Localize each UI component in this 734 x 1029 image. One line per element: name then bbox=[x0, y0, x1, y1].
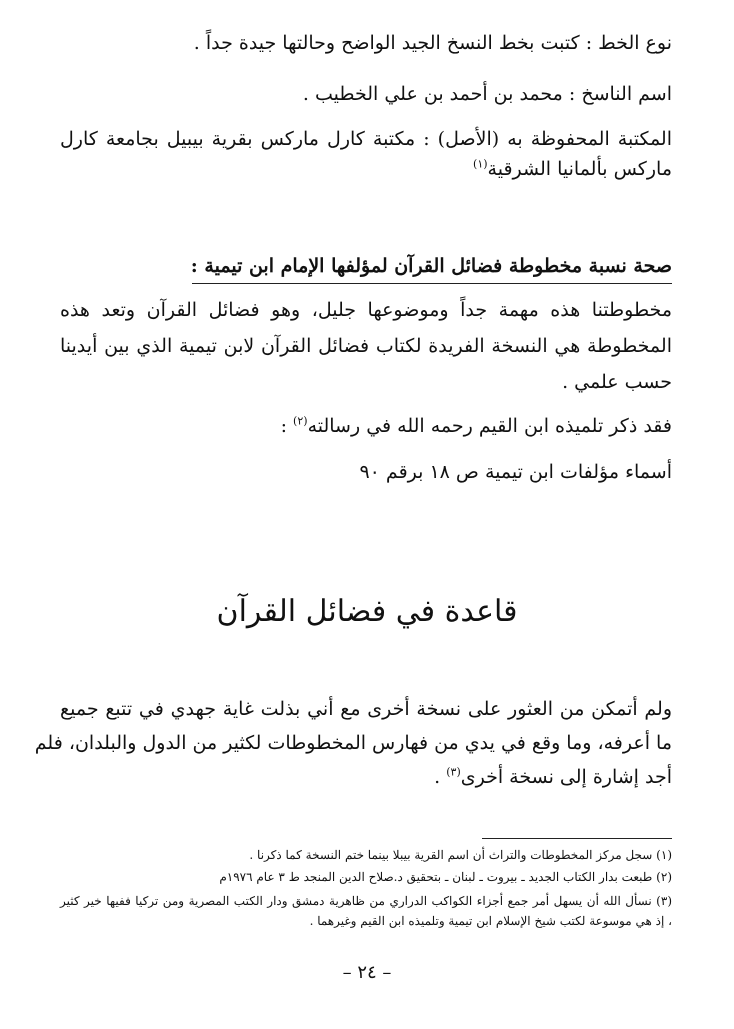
body1-line-2: المخطوطة هي النسخة الفريدة لكتاب فضائل القرآن لابن تيمية الذي بين أيدينا bbox=[60, 335, 672, 357]
footnote-separator bbox=[482, 838, 672, 839]
footnote-3-line-2: ، إذ هي موسوعة لكتب شيخ الإسلام ابن تيمية وتلميذه ابن القيم وغيرهما . bbox=[309, 914, 672, 928]
footnote-ref-1: (١) bbox=[473, 157, 488, 171]
footnote-1: (١) سجل مركز المخطوطات والتراث أن اسم القرية بيبلا بينما ختم النسخة كما ذكرنا . bbox=[249, 848, 672, 862]
body2-line-3 bbox=[60, 764, 672, 790]
body2-line-1: ولم أتمكن من العثور على نسخة أخرى مع أني بذلت غاية جهدي في تتبع جميع bbox=[60, 698, 672, 720]
library-line-2 bbox=[60, 156, 672, 182]
footnote-ref-2: (٢) bbox=[293, 414, 308, 428]
copyist-line: اسم الناسخ : محمد بن أحمد بن علي الخطيب . bbox=[302, 83, 672, 105]
page-number: – ٢٤ – bbox=[342, 962, 392, 983]
library-line-1: المكتبة المحفوظة به (الأصل) : مكتبة كارل ماركس بقرية بيبيل بجامعة كارل bbox=[60, 128, 672, 150]
body1-line-3: حسب علمي . bbox=[562, 371, 672, 393]
body1-line-5: أسماء مؤلفات ابن تيمية ص ١٨ برقم ٩٠ bbox=[359, 461, 672, 483]
body2-line-2: ما أعرفه، وما وقع في يدي من فهارس المخطوطات لكثير من الدول والبلدان، فلم bbox=[34, 732, 672, 754]
body1-line-1: مخطوطتنا هذه مهمة جداً وموضوعها جليل، وهو فضائل القرآن وتعد هذه bbox=[60, 299, 672, 321]
heading-underline bbox=[192, 283, 672, 284]
body2-line-3-text: أجد إشارة إلى نسخة أخرى bbox=[460, 766, 672, 788]
body1-line-4 bbox=[60, 413, 672, 439]
footnote-ref-3: (٣) bbox=[446, 765, 461, 779]
script-type-line: نوع الخط : كتبت بخط النسخ الجيد الواضح وحالتها جيدة جداً . bbox=[193, 32, 672, 54]
section-heading: صحة نسبة مخطوطة فضائل القرآن لمؤلفها الإمام ابن تيمية : bbox=[190, 255, 672, 277]
footnote-2: (٢) طبعت بدار الكتاب الجديد ـ بيروت ـ لبنان ـ بتحقيق د.صلاح الدين المنجد ط ٣ عام ١٩٧٦م bbox=[219, 870, 672, 884]
body1-line-4-end: : bbox=[280, 415, 294, 437]
footnote-3-line-1: (٣) نسأل الله أن يسهل أمر جمع أجزاء الكواكب الدراري من ظاهرية دمشق ودار الكتب المصرية ومن تركيا ففيها خير كثير bbox=[60, 894, 672, 908]
body2-line-3-end: . bbox=[434, 766, 447, 788]
page-title: قاعدة في فضائل القرآن bbox=[216, 594, 518, 629]
library-text: ماركس بألمانيا الشرقية bbox=[487, 158, 672, 180]
body1-line-4-text: فقد ذكر تلميذه ابن القيم رحمه الله في رسالته bbox=[307, 415, 672, 437]
